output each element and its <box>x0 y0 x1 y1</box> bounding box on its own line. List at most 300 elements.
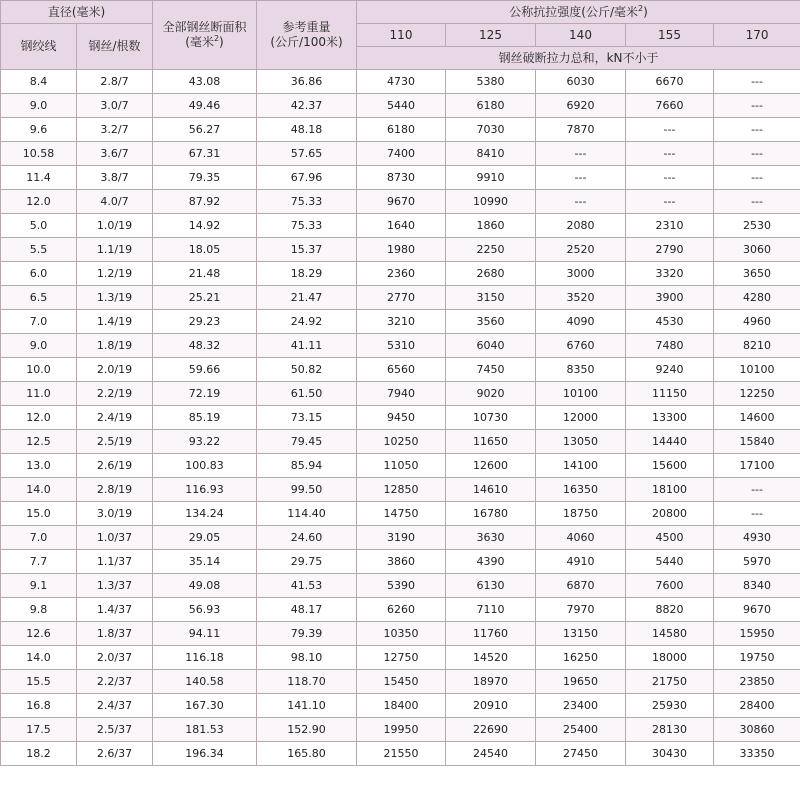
cell-total-area: 14.92 <box>153 214 257 238</box>
cell-force-140: 12000 <box>536 406 626 430</box>
cell-force-170: 12250 <box>714 382 800 406</box>
table-row <box>1 238 800 262</box>
cell-force-170: --- <box>714 94 800 118</box>
cell-force-110: 9670 <box>357 190 446 214</box>
cell-force-140: 4060 <box>536 526 626 550</box>
cell-force-140: 18750 <box>536 502 626 526</box>
cell-ref-weight: 73.15 <box>257 406 357 430</box>
cell-force-125: 18970 <box>446 670 536 694</box>
cell-force-140: 4090 <box>536 310 626 334</box>
cell-ref-weight: 79.45 <box>257 430 357 454</box>
cell-ref-weight: 165.80 <box>257 742 357 766</box>
header-area-unit-sup: 2 <box>213 34 220 43</box>
cell-strand-diameter: 8.4 <box>1 70 77 94</box>
cell-force-110: 5310 <box>357 334 446 358</box>
header-weight-label: 参考重量 <box>282 20 331 34</box>
cell-force-170: 4280 <box>714 286 800 310</box>
cell-total-area: 116.93 <box>153 478 257 502</box>
header-area-unit: (毫米 <box>185 35 214 49</box>
header-weight-unit: (公斤/100米) <box>270 35 343 49</box>
cell-ref-weight: 24.92 <box>257 310 357 334</box>
table-row <box>1 718 800 742</box>
cell-force-110: 10350 <box>357 622 446 646</box>
table-row <box>1 118 800 142</box>
cell-force-170: 33350 <box>714 742 800 766</box>
table-row <box>1 502 800 526</box>
cell-total-area: 181.53 <box>153 718 257 742</box>
cell-ref-weight: 42.37 <box>257 94 357 118</box>
cell-wire-diameter-count: 1.4/37 <box>77 598 153 622</box>
cell-total-area: 56.27 <box>153 118 257 142</box>
cell-strand-diameter: 11.0 <box>1 382 77 406</box>
cell-force-155: 14580 <box>626 622 714 646</box>
cell-force-170: 2530 <box>714 214 800 238</box>
cell-total-area: 100.83 <box>153 454 257 478</box>
cell-ref-weight: 99.50 <box>257 478 357 502</box>
cell-total-area: 49.08 <box>153 574 257 598</box>
cell-force-110: 2360 <box>357 262 446 286</box>
cell-force-170: --- <box>714 478 800 502</box>
header-strength-close: ) <box>643 4 648 19</box>
cell-strand-diameter: 10.58 <box>1 142 77 166</box>
cell-wire-diameter-count: 1.4/19 <box>77 310 153 334</box>
cell-wire-diameter-count: 1.1/19 <box>77 238 153 262</box>
cell-force-170: 15840 <box>714 430 800 454</box>
cell-force-155: 7600 <box>626 574 714 598</box>
cell-wire-diameter-count: 2.2/37 <box>77 670 153 694</box>
cell-strand-diameter: 7.0 <box>1 310 77 334</box>
cell-wire-diameter-count: 1.3/19 <box>77 286 153 310</box>
cell-force-170: 14600 <box>714 406 800 430</box>
table-row <box>1 406 800 430</box>
cell-strand-diameter: 5.5 <box>1 238 77 262</box>
cell-force-110: 4730 <box>357 70 446 94</box>
cell-force-170: 15950 <box>714 622 800 646</box>
cell-total-area: 72.19 <box>153 382 257 406</box>
cell-force-140: 2520 <box>536 238 626 262</box>
table-row <box>1 646 800 670</box>
cell-force-170: 17100 <box>714 454 800 478</box>
cell-force-110: 9450 <box>357 406 446 430</box>
table-row <box>1 286 800 310</box>
cell-wire-diameter-count: 1.8/19 <box>77 334 153 358</box>
cell-force-110: 12750 <box>357 646 446 670</box>
cell-ref-weight: 67.96 <box>257 166 357 190</box>
cell-force-155: --- <box>626 142 714 166</box>
cell-force-110: 19950 <box>357 718 446 742</box>
cell-force-170: --- <box>714 118 800 142</box>
cell-force-125: 20910 <box>446 694 536 718</box>
table-row <box>1 478 800 502</box>
cell-force-110: 5440 <box>357 94 446 118</box>
cell-force-125: 7450 <box>446 358 536 382</box>
header-wire-count: 钢丝/根数 <box>77 24 153 70</box>
header-strand: 钢绞线 <box>1 24 77 70</box>
cell-force-155: 5440 <box>626 550 714 574</box>
cell-force-110: 18400 <box>357 694 446 718</box>
cell-strand-diameter: 11.4 <box>1 166 77 190</box>
cell-force-155: 14440 <box>626 430 714 454</box>
cell-force-155: 15600 <box>626 454 714 478</box>
cell-force-140: 23400 <box>536 694 626 718</box>
table-row <box>1 694 800 718</box>
header-area-label: 全部钢丝断面积 <box>162 20 247 34</box>
header-grade: 110 <box>357 24 446 47</box>
cell-ref-weight: 36.86 <box>257 70 357 94</box>
table-row <box>1 190 800 214</box>
cell-force-125: 8410 <box>446 142 536 166</box>
cell-force-155: 18100 <box>626 478 714 502</box>
cell-total-area: 85.19 <box>153 406 257 430</box>
header-grade: 155 <box>626 24 714 47</box>
table-row <box>1 526 800 550</box>
cell-strand-diameter: 7.7 <box>1 550 77 574</box>
table-row <box>1 622 800 646</box>
cell-force-110: 3210 <box>357 310 446 334</box>
cell-force-125: 2250 <box>446 238 536 262</box>
header-strength-label: 公称抗拉强度(公斤/毫米 <box>509 4 638 19</box>
cell-force-155: 4500 <box>626 526 714 550</box>
table-body <box>1 70 800 766</box>
cell-force-125: 7110 <box>446 598 536 622</box>
cell-force-125: 6180 <box>446 94 536 118</box>
table-row <box>1 166 800 190</box>
header-diameter: 直径(毫米) <box>1 1 153 24</box>
cell-wire-diameter-count: 1.3/37 <box>77 574 153 598</box>
cell-force-125: 14610 <box>446 478 536 502</box>
table-row <box>1 310 800 334</box>
header-breaking-force: 钢丝破断拉力总和，kN不小于 <box>357 47 800 70</box>
cell-force-125: 11760 <box>446 622 536 646</box>
cell-force-140: --- <box>536 166 626 190</box>
cell-ref-weight: 57.65 <box>257 142 357 166</box>
cell-force-155: 3900 <box>626 286 714 310</box>
cell-wire-diameter-count: 1.2/19 <box>77 262 153 286</box>
cell-wire-diameter-count: 2.4/37 <box>77 694 153 718</box>
cell-strand-diameter: 9.8 <box>1 598 77 622</box>
cell-force-170: 23850 <box>714 670 800 694</box>
cell-ref-weight: 21.47 <box>257 286 357 310</box>
cell-ref-weight: 118.70 <box>257 670 357 694</box>
cell-total-area: 67.31 <box>153 142 257 166</box>
cell-force-155: 30430 <box>626 742 714 766</box>
cell-force-140: 27450 <box>536 742 626 766</box>
cell-force-155: 7480 <box>626 334 714 358</box>
cell-force-155: 6670 <box>626 70 714 94</box>
cell-total-area: 21.48 <box>153 262 257 286</box>
cell-force-170: --- <box>714 190 800 214</box>
cell-wire-diameter-count: 2.5/37 <box>77 718 153 742</box>
cell-strand-diameter: 14.0 <box>1 478 77 502</box>
cell-force-140: 4910 <box>536 550 626 574</box>
table-row <box>1 454 800 478</box>
cell-ref-weight: 15.37 <box>257 238 357 262</box>
cell-strand-diameter: 16.8 <box>1 694 77 718</box>
cell-force-170: 19750 <box>714 646 800 670</box>
cell-ref-weight: 75.33 <box>257 190 357 214</box>
cell-force-125: 16780 <box>446 502 536 526</box>
cell-wire-diameter-count: 1.0/19 <box>77 214 153 238</box>
table-row <box>1 262 800 286</box>
cell-force-170: 3060 <box>714 238 800 262</box>
cell-force-170: --- <box>714 142 800 166</box>
cell-force-140: 6920 <box>536 94 626 118</box>
cell-strand-diameter: 17.5 <box>1 718 77 742</box>
cell-wire-diameter-count: 1.8/37 <box>77 622 153 646</box>
cell-total-area: 48.32 <box>153 334 257 358</box>
cell-force-140: --- <box>536 142 626 166</box>
cell-force-140: 8350 <box>536 358 626 382</box>
cell-force-125: 5380 <box>446 70 536 94</box>
cell-force-170: 4930 <box>714 526 800 550</box>
cell-force-110: 6180 <box>357 118 446 142</box>
header-area <box>153 1 257 70</box>
cell-strand-diameter: 12.5 <box>1 430 77 454</box>
cell-force-125: 2680 <box>446 262 536 286</box>
cell-ref-weight: 24.60 <box>257 526 357 550</box>
cell-force-140: 19650 <box>536 670 626 694</box>
cell-strand-diameter: 9.6 <box>1 118 77 142</box>
cell-force-155: 28130 <box>626 718 714 742</box>
cell-force-170: 8210 <box>714 334 800 358</box>
header-weight <box>257 1 357 70</box>
cell-force-125: 22690 <box>446 718 536 742</box>
cell-force-155: 7660 <box>626 94 714 118</box>
cell-ref-weight: 48.17 <box>257 598 357 622</box>
cell-force-125: 12600 <box>446 454 536 478</box>
cell-force-170: --- <box>714 70 800 94</box>
cell-strand-diameter: 14.0 <box>1 646 77 670</box>
table-row <box>1 214 800 238</box>
cell-force-140: 7870 <box>536 118 626 142</box>
cell-wire-diameter-count: 3.0/7 <box>77 94 153 118</box>
cell-force-140: 3520 <box>536 286 626 310</box>
cell-force-140: 13050 <box>536 430 626 454</box>
cell-force-110: 8730 <box>357 166 446 190</box>
cell-force-125: 9020 <box>446 382 536 406</box>
cell-force-140: 6030 <box>536 70 626 94</box>
cell-ref-weight: 75.33 <box>257 214 357 238</box>
cell-total-area: 29.05 <box>153 526 257 550</box>
cell-force-110: 7400 <box>357 142 446 166</box>
cell-force-110: 2770 <box>357 286 446 310</box>
cell-force-110: 1640 <box>357 214 446 238</box>
cell-total-area: 25.21 <box>153 286 257 310</box>
cell-ref-weight: 98.10 <box>257 646 357 670</box>
cell-ref-weight: 41.11 <box>257 334 357 358</box>
cell-force-110: 6560 <box>357 358 446 382</box>
cell-strand-diameter: 18.2 <box>1 742 77 766</box>
cell-force-155: 21750 <box>626 670 714 694</box>
cell-ref-weight: 18.29 <box>257 262 357 286</box>
cell-force-110: 21550 <box>357 742 446 766</box>
cell-wire-diameter-count: 4.0/7 <box>77 190 153 214</box>
cell-force-110: 1980 <box>357 238 446 262</box>
cell-force-140: 14100 <box>536 454 626 478</box>
cell-force-170: 8340 <box>714 574 800 598</box>
cell-force-140: 16350 <box>536 478 626 502</box>
cell-wire-diameter-count: 1.0/37 <box>77 526 153 550</box>
cell-total-area: 134.24 <box>153 502 257 526</box>
cell-force-170: --- <box>714 166 800 190</box>
cell-force-155: 3320 <box>626 262 714 286</box>
cell-total-area: 29.23 <box>153 310 257 334</box>
table-row <box>1 670 800 694</box>
cell-force-155: --- <box>626 166 714 190</box>
cell-wire-diameter-count: 2.6/37 <box>77 742 153 766</box>
cell-ref-weight: 29.75 <box>257 550 357 574</box>
cell-force-125: 1860 <box>446 214 536 238</box>
table-row <box>1 334 800 358</box>
header-strength-sup: 2 <box>638 3 644 13</box>
cell-force-140: 16250 <box>536 646 626 670</box>
cell-force-170: 5970 <box>714 550 800 574</box>
table-row <box>1 430 800 454</box>
cell-strand-diameter: 10.0 <box>1 358 77 382</box>
cell-force-125: 3630 <box>446 526 536 550</box>
cell-force-170: 4960 <box>714 310 800 334</box>
cell-wire-diameter-count: 2.8/7 <box>77 70 153 94</box>
cell-force-110: 6260 <box>357 598 446 622</box>
cell-force-140: 13150 <box>536 622 626 646</box>
cell-strand-diameter: 12.0 <box>1 406 77 430</box>
cell-wire-diameter-count: 3.8/7 <box>77 166 153 190</box>
cell-force-155: 11150 <box>626 382 714 406</box>
cell-force-155: 2790 <box>626 238 714 262</box>
cell-force-125: 3150 <box>446 286 536 310</box>
cell-force-125: 14520 <box>446 646 536 670</box>
cell-wire-diameter-count: 2.6/19 <box>77 454 153 478</box>
header-area-unit-close: ) <box>219 35 224 49</box>
cell-total-area: 93.22 <box>153 430 257 454</box>
cell-total-area: 94.11 <box>153 622 257 646</box>
cell-force-140: 7970 <box>536 598 626 622</box>
cell-wire-diameter-count: 2.2/19 <box>77 382 153 406</box>
cell-wire-diameter-count: 3.2/7 <box>77 118 153 142</box>
cell-force-110: 5390 <box>357 574 446 598</box>
cell-strand-diameter: 15.5 <box>1 670 77 694</box>
cell-total-area: 35.14 <box>153 550 257 574</box>
cell-total-area: 116.18 <box>153 646 257 670</box>
cell-strand-diameter: 9.0 <box>1 334 77 358</box>
cell-force-155: 9240 <box>626 358 714 382</box>
cell-total-area: 79.35 <box>153 166 257 190</box>
cell-force-140: 3000 <box>536 262 626 286</box>
cell-ref-weight: 79.39 <box>257 622 357 646</box>
table-row <box>1 598 800 622</box>
cell-force-125: 7030 <box>446 118 536 142</box>
cell-force-125: 11650 <box>446 430 536 454</box>
cell-ref-weight: 50.82 <box>257 358 357 382</box>
cell-force-140: 25400 <box>536 718 626 742</box>
cell-wire-diameter-count: 2.5/19 <box>77 430 153 454</box>
cell-strand-diameter: 12.0 <box>1 190 77 214</box>
cell-force-140: 10100 <box>536 382 626 406</box>
cell-force-125: 24540 <box>446 742 536 766</box>
cell-force-110: 12850 <box>357 478 446 502</box>
cell-total-area: 49.46 <box>153 94 257 118</box>
cell-force-170: 28400 <box>714 694 800 718</box>
cell-force-155: 20800 <box>626 502 714 526</box>
table-row <box>1 358 800 382</box>
cell-strand-diameter: 9.0 <box>1 94 77 118</box>
cell-total-area: 140.58 <box>153 670 257 694</box>
cell-wire-diameter-count: 2.0/19 <box>77 358 153 382</box>
cell-strand-diameter: 12.6 <box>1 622 77 646</box>
cell-force-110: 7940 <box>357 382 446 406</box>
cell-ref-weight: 41.53 <box>257 574 357 598</box>
cell-strand-diameter: 5.0 <box>1 214 77 238</box>
cell-force-125: 6130 <box>446 574 536 598</box>
cell-force-140: 2080 <box>536 214 626 238</box>
table-row <box>1 742 800 766</box>
header-grade: 170 <box>714 24 800 47</box>
cell-force-110: 15450 <box>357 670 446 694</box>
header-grade: 125 <box>446 24 536 47</box>
cell-total-area: 87.92 <box>153 190 257 214</box>
cell-strand-diameter: 6.5 <box>1 286 77 310</box>
table-row <box>1 574 800 598</box>
cell-strand-diameter: 9.1 <box>1 574 77 598</box>
cell-force-155: 18000 <box>626 646 714 670</box>
cell-force-110: 3190 <box>357 526 446 550</box>
cell-force-110: 10250 <box>357 430 446 454</box>
cell-force-125: 3560 <box>446 310 536 334</box>
cell-force-155: --- <box>626 190 714 214</box>
cell-ref-weight: 61.50 <box>257 382 357 406</box>
table-row <box>1 94 800 118</box>
header-strength <box>357 1 800 24</box>
cell-ref-weight: 85.94 <box>257 454 357 478</box>
cell-force-155: 8820 <box>626 598 714 622</box>
cell-force-170: 10100 <box>714 358 800 382</box>
cell-strand-diameter: 13.0 <box>1 454 77 478</box>
cell-total-area: 56.93 <box>153 598 257 622</box>
cell-wire-diameter-count: 2.0/37 <box>77 646 153 670</box>
cell-force-125: 4390 <box>446 550 536 574</box>
table-row <box>1 550 800 574</box>
cell-total-area: 196.34 <box>153 742 257 766</box>
cell-total-area: 18.05 <box>153 238 257 262</box>
cell-wire-diameter-count: 2.4/19 <box>77 406 153 430</box>
cell-force-155: 13300 <box>626 406 714 430</box>
cell-force-110: 14750 <box>357 502 446 526</box>
cell-force-125: 6040 <box>446 334 536 358</box>
cell-wire-diameter-count: 3.0/19 <box>77 502 153 526</box>
cell-force-170: 30860 <box>714 718 800 742</box>
cell-force-170: 3650 <box>714 262 800 286</box>
cell-strand-diameter: 6.0 <box>1 262 77 286</box>
cell-force-155: --- <box>626 118 714 142</box>
cell-force-110: 11050 <box>357 454 446 478</box>
cell-force-155: 4530 <box>626 310 714 334</box>
cell-force-170: --- <box>714 502 800 526</box>
cell-force-140: 6870 <box>536 574 626 598</box>
cell-ref-weight: 141.10 <box>257 694 357 718</box>
cell-force-140: 6760 <box>536 334 626 358</box>
cell-total-area: 59.66 <box>153 358 257 382</box>
cell-strand-diameter: 7.0 <box>1 526 77 550</box>
cell-force-110: 3860 <box>357 550 446 574</box>
cell-force-155: 2310 <box>626 214 714 238</box>
cell-force-170: 9670 <box>714 598 800 622</box>
cell-wire-diameter-count: 2.8/19 <box>77 478 153 502</box>
cell-total-area: 43.08 <box>153 70 257 94</box>
header-grade: 140 <box>536 24 626 47</box>
table-row <box>1 142 800 166</box>
cell-force-125: 9910 <box>446 166 536 190</box>
cell-force-155: 25930 <box>626 694 714 718</box>
